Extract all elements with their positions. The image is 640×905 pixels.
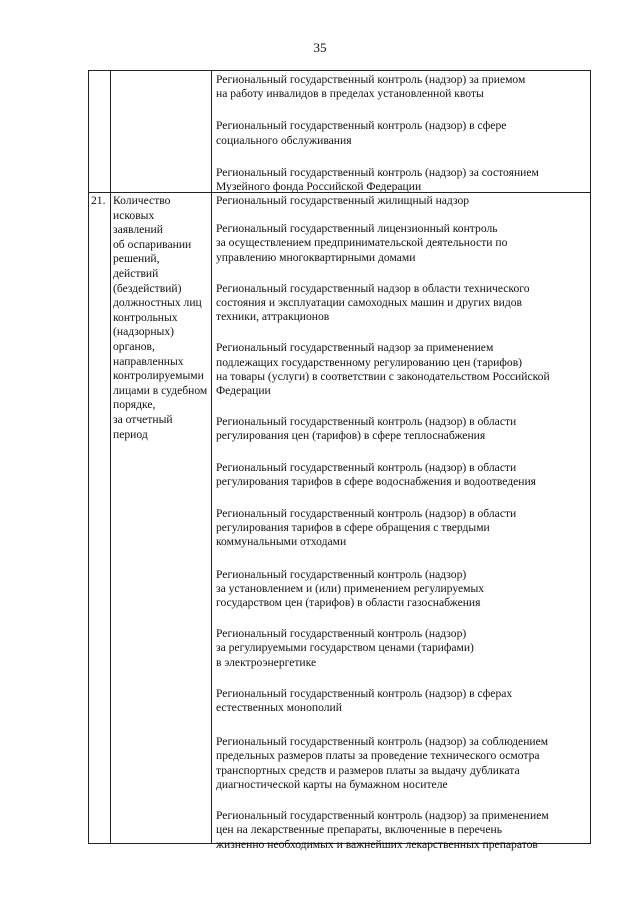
criterion-line: исковых (113, 208, 155, 222)
control-type-entry (216, 735, 592, 792)
criterion-line: (бездействий) (113, 281, 182, 295)
entry-line: регулирования цен (тарифов) в сфере теплоснабжения (216, 429, 486, 443)
entry-line: Региональный государственный надзор в области технического (216, 281, 530, 295)
page-number: 35 (313, 40, 327, 55)
control-type-entry (216, 627, 592, 670)
entry-line: за установлением и (или) применением регулируемых (216, 581, 485, 595)
control-type-entry (216, 687, 592, 715)
row-number: 21. (91, 194, 106, 207)
continuation-entries (216, 73, 592, 194)
control-type-entry (216, 809, 592, 852)
entry-line: Региональный государственный контроль (надзор) за соблюдением (216, 735, 549, 749)
row-21-entries (216, 194, 592, 852)
criterion-line: заявлений (113, 223, 163, 237)
control-type-entry (216, 415, 592, 443)
entry-line: Музейного фонда Российской Федерации (216, 180, 422, 194)
entry-line: управлению многоквартирными домами (216, 250, 416, 264)
entry-line: Региональный государственный контроль (надзор) (216, 627, 467, 641)
control-type-entry (216, 222, 592, 265)
entry-line: Региональный государственный контроль (надзор) (216, 567, 467, 581)
entry-line: в электроэнергетике (216, 655, 317, 669)
entry-line: Региональный государственный надзор за применением (216, 341, 494, 355)
control-type-entry (216, 282, 592, 325)
control-type-entry (216, 194, 592, 208)
entry-line: на работу инвалидов в пределах установленной квоты (216, 87, 484, 101)
criterion-line: должностных лиц (113, 296, 202, 310)
entry-line: Региональный государственный жилищный надзор (216, 194, 470, 207)
entry-line: Региональный государственный лицензионный контроль (216, 222, 498, 236)
entry-line: цен на лекарственные препараты, включенные в перечень (216, 823, 503, 837)
entry-line: Региональный государственный контроль (надзор) за состоянием (216, 165, 539, 179)
entry-line: предельных размеров платы за проведение технического осмотра (216, 749, 540, 763)
column-divider-criterion (211, 71, 212, 843)
entry-line: техники, аттракционов (216, 310, 330, 324)
entry-line: естественных монополий (216, 701, 342, 715)
column-divider-number (110, 71, 111, 843)
criterion-line: (надзорных) (113, 325, 175, 339)
regulation-table (88, 70, 591, 851)
entry-line: Региональный государственный контроль (надзор) в области (216, 415, 517, 429)
entry-line: социального обслуживания (216, 133, 352, 147)
entry-line: на товары (услуги) в соответствии с законодательством Российской (216, 369, 550, 383)
criterion-cell (113, 194, 213, 442)
entry-line: транспортных средств и размеров платы за выдачу дубликата (216, 763, 520, 777)
entry-line: регулирования тарифов в сфере водоснабжения и водоотведения (216, 474, 537, 488)
entry-line: государством цен (тарифов) в области газоснабжения (216, 596, 481, 610)
control-type-entry (216, 341, 592, 398)
criterion-line: контрольных (113, 310, 178, 324)
criterion-line: действий (113, 266, 159, 280)
criterion-line: об оспаривании (113, 237, 192, 251)
criterion-line: решений, (113, 252, 160, 266)
entry-line: состояния и эксплуатации самоходных машин и других видов (216, 296, 523, 310)
entry-line: жизненно необходимых и важнейших лекарственных препаратов (216, 837, 538, 851)
entry-line: за регулируемыми государством ценами (тарифами) (216, 641, 474, 655)
entry-line: Региональный государственный контроль (надзор) за применением (216, 809, 549, 823)
entry-line: подлежащих государственному регулированию цен (тарифов) (216, 355, 523, 369)
entry-line: Региональный государственный контроль (надзор) в области (216, 460, 517, 474)
entry-line: Региональный государственный контроль (надзор) в области (216, 507, 517, 521)
entry-line: за осуществлением предпринимательской деятельности по (216, 236, 508, 250)
criterion-line: органов, (113, 339, 155, 353)
control-type-entry (216, 461, 592, 489)
entry-line: Региональный государственный контроль (надзор) в сферах (216, 686, 513, 700)
entry-line: диагностической карты на бумажном носителе (216, 777, 448, 791)
control-type-entry (216, 166, 592, 194)
control-type-entry (216, 507, 592, 550)
control-type-entry (216, 73, 592, 101)
entry-line: Региональный государственный контроль (надзор) за приемом (216, 73, 526, 86)
entry-line: Федерации (216, 384, 271, 398)
entry-line: Региональный государственный контроль (надзор) в сфере (216, 119, 507, 133)
criterion-line: порядке, (113, 398, 156, 412)
control-type-entry (216, 568, 592, 611)
criterion-line: период (113, 427, 148, 441)
criterion-line: направленных (113, 354, 184, 368)
criterion-line: лицами в судебном (113, 383, 208, 397)
control-type-entry (216, 119, 592, 147)
criterion-line: контролируемыми (113, 369, 204, 383)
entry-line: коммунальными отходами (216, 535, 347, 549)
entry-line: регулирования тарифов в сфере обращения с твердыми (216, 521, 490, 535)
criterion-line: за отчетный (113, 412, 173, 426)
criterion-line: Количество (113, 194, 171, 207)
